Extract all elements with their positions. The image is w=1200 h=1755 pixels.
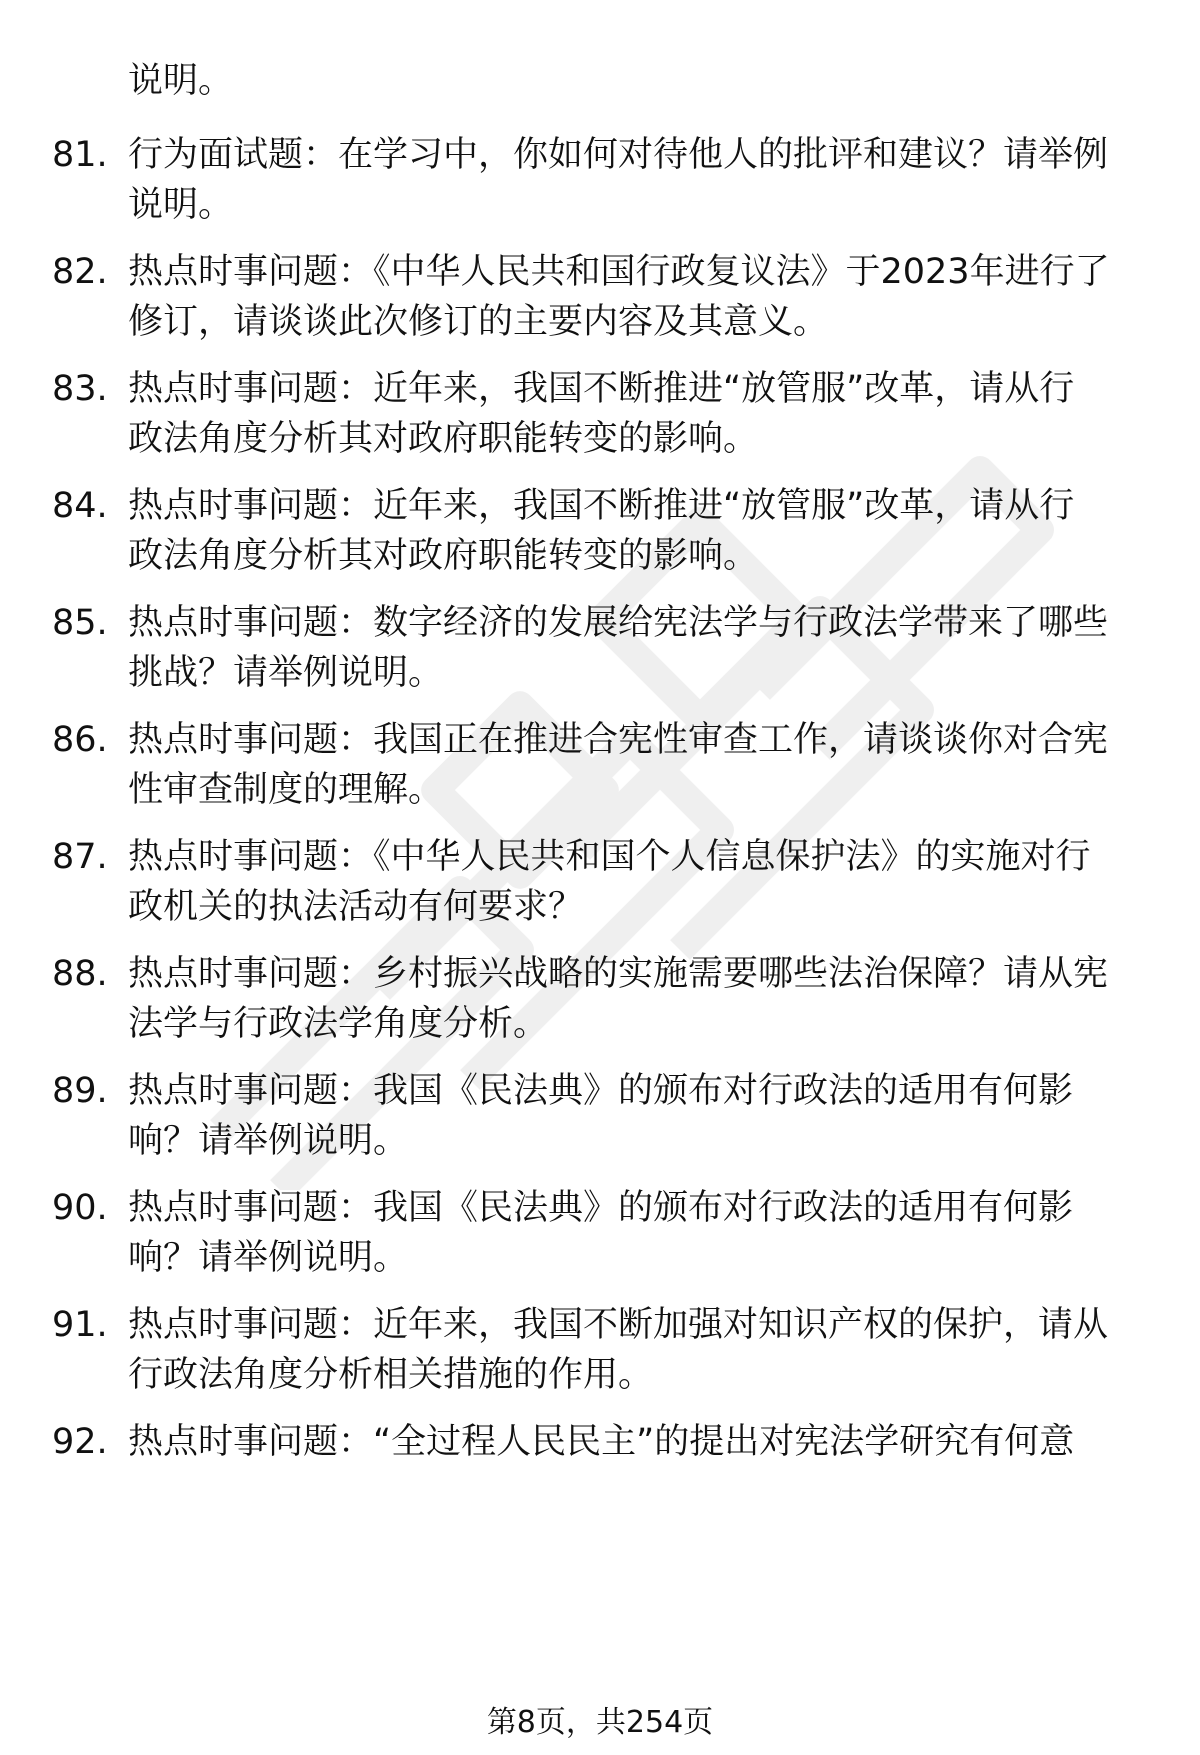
item-number: 89. bbox=[52, 1071, 108, 1111]
item-text-line: 响？请举例说明。 bbox=[128, 1238, 409, 1278]
item-number: 87. bbox=[52, 837, 108, 877]
item-text-line: 热点时事问题：我国正在推进合宪性审查工作，请谈谈你对合宪 bbox=[128, 720, 1109, 760]
item-number: 81. bbox=[52, 135, 108, 175]
item-text-line: 政法角度分析其对政府职能转变的影响。 bbox=[128, 536, 759, 576]
item-text-line: 政法角度分析其对政府职能转变的影响。 bbox=[128, 419, 759, 459]
item-text-line: 热点时事问题：近年来，我国不断加强对知识产权的保护，请从 bbox=[128, 1305, 1109, 1345]
item-text-line: 热点时事问题：《中华人民共和国个人信息保护法》的实施对行 bbox=[128, 837, 1091, 877]
item-text-line: 行为面试题：在学习中，你如何对待他人的批评和建议？请举例 bbox=[128, 135, 1109, 175]
item-text-line: 热点时事问题：我国《民法典》的颁布对行政法的适用有何影 bbox=[128, 1188, 1074, 1228]
continuation-text: 说明。 bbox=[128, 61, 234, 101]
item-text-line: 响？请举例说明。 bbox=[128, 1121, 409, 1161]
item-number: 90. bbox=[52, 1188, 108, 1228]
item-text-line: 行政法角度分析相关措施的作用。 bbox=[128, 1355, 654, 1395]
item-text-line: 政机关的执法活动有何要求？ bbox=[128, 887, 584, 927]
item-number: 85. bbox=[52, 603, 108, 643]
page-number-footer: 第8页，共254页 bbox=[486, 1705, 714, 1740]
item-text-line: 说明。 bbox=[128, 185, 234, 225]
item-number: 83. bbox=[52, 369, 108, 409]
item-text-line: 热点时事问题：“全过程人民民主”的提出对宪法学研究有何意 bbox=[128, 1422, 1075, 1462]
item-number: 91. bbox=[52, 1305, 108, 1345]
item-number: 82. bbox=[52, 252, 108, 292]
item-text-line: 挑战？请举例说明。 bbox=[128, 653, 444, 693]
item-text-line: 热点时事问题：近年来，我国不断推进“放管服”改革，请从行 bbox=[128, 486, 1075, 526]
item-text-line: 修订，请谈谈此次修订的主要内容及其意义。 bbox=[128, 302, 829, 342]
item-number: 88. bbox=[52, 954, 108, 994]
item-text-line: 热点时事问题：我国《民法典》的颁布对行政法的适用有何影 bbox=[128, 1071, 1074, 1111]
item-text-line: 热点时事问题：近年来，我国不断推进“放管服”改革，请从行 bbox=[128, 369, 1075, 409]
item-text-line: 热点时事问题：数字经济的发展给宪法学与行政法学带来了哪些 bbox=[128, 603, 1109, 643]
item-number: 92. bbox=[52, 1422, 108, 1462]
item-number: 86. bbox=[52, 720, 108, 760]
item-text-line: 法学与行政法学角度分析。 bbox=[128, 1004, 549, 1044]
item-number: 84. bbox=[52, 486, 108, 526]
item-text-line: 性审查制度的理解。 bbox=[128, 770, 444, 810]
item-text-line: 热点时事问题：《中华人民共和国行政复议法》于2023年进行了 bbox=[128, 252, 1110, 292]
item-text-line: 热点时事问题：乡村振兴战略的实施需要哪些法治保障？请从宪 bbox=[128, 954, 1109, 994]
